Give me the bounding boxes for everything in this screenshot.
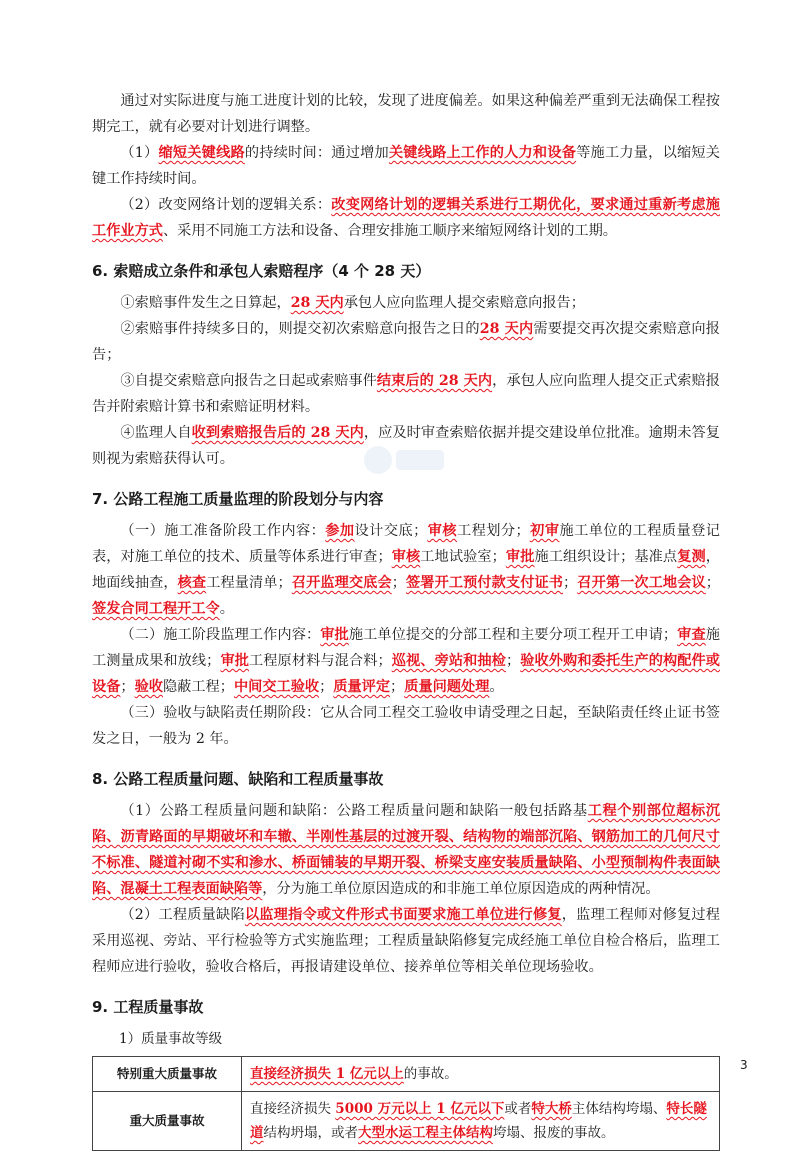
text-run: 。 xyxy=(219,601,234,617)
text-run: 工地试验室； xyxy=(420,549,506,565)
text-run: 的持续时间：通过增加 xyxy=(244,145,389,161)
table-row xyxy=(93,1057,720,1092)
highlight-text: 验收外购和委托生产的构配件或设备 xyxy=(92,653,720,695)
text-run: 施工单位的工程质量登记表，对施工单位的技术、质量等体系进行审查； xyxy=(92,523,720,565)
text-run: 施工测量成果和放线； xyxy=(92,627,720,669)
text-run: ； xyxy=(319,679,334,695)
highlight-text: 28 天内 xyxy=(290,295,344,311)
highlight-text: 特大桥 xyxy=(531,1101,572,1117)
highlight-text: 参加 xyxy=(325,523,355,539)
paragraph-claim-2 xyxy=(92,316,720,368)
highlight-text: 初审 xyxy=(529,523,560,539)
highlight-text: 工程个别部位超标沉陷、沥青路面的早期破坏和车辙、半刚性基层的过渡开裂、结构物的端部沉陷、钢筋加工的几何尺寸不标准、隧道衬砌不实和渗水、桥面铺装的早期开裂、桥梁支座安装质量缺陷、小型预制构件表面缺陷、混凝土工程表面缺陷等 xyxy=(92,803,720,897)
paragraph-change-logic xyxy=(92,192,720,244)
highlight-text: 质量评定 xyxy=(333,679,391,695)
text-run: 工程划分； xyxy=(457,523,530,539)
text-run: 。 xyxy=(489,679,504,695)
table-cell-key: 特别重大质量事故 xyxy=(93,1057,242,1092)
highlight-text: 中间交工验收 xyxy=(233,679,320,695)
highlight-text: 28 天内 xyxy=(479,321,534,337)
text-run: （2）工程质量缺陷 xyxy=(120,907,245,923)
accident-grade-table xyxy=(92,1056,720,1151)
text-run: ； xyxy=(120,679,135,695)
highlight-text: 关键线路上工作的人力和设备 xyxy=(388,145,577,161)
document-page xyxy=(92,88,720,1151)
table-cell-value xyxy=(242,1092,720,1151)
text-run: （三）验收与缺陷责任期阶段：它从合同工程交工验收申请受理之日起，至缺陷责任终止证书签发之日，一般为 2 年。 xyxy=(92,705,720,747)
highlight-text: 签署开工预付款支付证书 xyxy=(405,575,564,591)
paragraph-acceptance-stage xyxy=(92,700,720,752)
paragraph-claim-3 xyxy=(92,368,720,420)
highlight-text: 审批 xyxy=(505,549,535,565)
text-run: 直接经济损失 xyxy=(250,1101,336,1117)
text-run: ，地面线抽查， xyxy=(92,549,720,591)
text-run: 施工单位提交的分部工程和主要分项工程开工申请； xyxy=(348,627,678,643)
highlight-text: 缩短关键线路 xyxy=(158,145,245,161)
paragraph-quality-problems xyxy=(92,798,720,902)
highlight-text: 直接经济损失 1 亿元以上 xyxy=(250,1066,404,1082)
paragraph-claim-4 xyxy=(92,420,720,472)
text-run: 主体结构垮塌、 xyxy=(571,1101,667,1117)
paragraph-shorten-critical-path xyxy=(92,140,720,192)
paragraph-claim-1 xyxy=(92,290,720,316)
text-run: ，应及时审查索赔依据并提交建设单位批准。逾期未答复则视为索赔获得认可。 xyxy=(92,425,720,467)
text-run: 结构坍塌，或者 xyxy=(263,1125,358,1141)
highlight-text: 改变网络计划的逻辑关系进行工期优化，要求通过重新考虑施工作业方式 xyxy=(92,197,720,239)
text-run: 设计交底； xyxy=(354,523,428,539)
text-run: 工程原材料与混合料； xyxy=(249,653,392,669)
text-run: ②索赔事件持续多日的，则提交初次索赔意向报告之日的 xyxy=(120,321,480,337)
paragraph-prep-stage xyxy=(92,518,720,622)
highlight-text: 审核 xyxy=(391,549,421,565)
table-row xyxy=(93,1092,720,1151)
text-run: ④监理人自 xyxy=(120,425,192,441)
section-heading-6: 6. 索赔成立条件和承包人索赔程序（4 个 28 天） xyxy=(92,262,431,280)
highlight-text: 审批 xyxy=(220,653,250,669)
highlight-text: 核查 xyxy=(177,575,207,591)
text-run: （1）公路工程质量问题和缺陷：公路工程质量问题和缺陷一般包括路基 xyxy=(120,803,588,819)
text-run: ，分为施工单位原因造成的和非施工单位原因造成的两种情况。 xyxy=(262,881,660,897)
text-run: 通过对实际进度与施工进度计划的比较，发现了进度偏差。如果这种偏差严重到无法确保工程按期完工，就有必要对计划进行调整。 xyxy=(92,93,720,135)
table-cell-value xyxy=(242,1057,720,1092)
section-heading-9: 9. 工程质量事故 xyxy=(92,998,204,1016)
highlight-text: 审核 xyxy=(427,523,457,539)
text-run: 需要提交再次提交索赔意向报告； xyxy=(92,321,720,363)
paragraph-construction-stage xyxy=(92,622,720,700)
highlight-text: 召开第一次工地会议 xyxy=(577,575,706,591)
highlight-text: 审查 xyxy=(677,627,706,643)
highlight-text: 审批 xyxy=(320,627,349,643)
highlight-text: 巡视、旁站和抽检 xyxy=(391,653,506,669)
page-number: 3 xyxy=(740,1058,748,1072)
section-heading-7: 7. 公路工程施工质量监理的阶段划分与内容 xyxy=(92,490,384,508)
highlight-text: 复测 xyxy=(677,549,706,565)
text-run: 或者 xyxy=(504,1101,532,1117)
highlight-text: 签发合同工程开工令 xyxy=(92,601,220,617)
text-run: 承包人应向监理人提交索赔意向报告； xyxy=(343,295,585,311)
text-run: （1） xyxy=(120,145,159,161)
highlight-text: 大型水运工程主体结构 xyxy=(358,1125,493,1141)
highlight-text: 收到索赔报告后的 28 天内 xyxy=(191,425,364,441)
table-cell-key: 重大质量事故 xyxy=(93,1092,242,1151)
text-run: 、采用不同施工方法和设备、合理安排施工顺序来缩短网络计划的工期。 xyxy=(162,223,617,239)
text-run: ； xyxy=(705,575,720,591)
text-run: ③自提交索赔意向报告之日起或索赔事件 xyxy=(120,373,377,389)
highlight-text: 以监理指令或文件形式书面要求施工单位进行修复 xyxy=(244,907,562,923)
highlight-text: 特长隧道 xyxy=(250,1101,707,1141)
text-run: ； xyxy=(563,575,578,591)
highlight-text: 召开监理交底会 xyxy=(291,575,392,591)
text-run: 施工组织设计；基准点 xyxy=(534,549,678,565)
text-run: 等施工力量，以缩短关键工作持续时间。 xyxy=(92,145,720,187)
text-run: ； xyxy=(391,575,406,591)
highlight-text: 验收 xyxy=(134,679,163,695)
text-run: （一）施工准备阶段工作内容： xyxy=(120,523,326,539)
text-run: ； xyxy=(505,653,521,669)
highlight-text: 5000 万元以上 1 亿元以下 xyxy=(335,1101,505,1117)
text-run: ①索赔事件发生之日算起， xyxy=(120,295,291,311)
paragraph-quality-defects xyxy=(92,902,720,980)
text-run: 工程量清单； xyxy=(206,575,292,591)
subheading-accident-grade: 1）质量事故等级 xyxy=(119,1031,223,1047)
text-run: 的事故。 xyxy=(403,1066,458,1082)
highlight-text: 结束后的 28 天内 xyxy=(376,373,493,389)
text-run: 垮塌、报废的事故。 xyxy=(493,1125,615,1141)
text-run: ，监理工程师对修复过程采用巡视、旁站、平行检验等方式实施监理；工程质量缺陷修复完成经施工单位自检合格后，监理工程师应进行验收，验收合格后，再报请建设单位、接养单位等相关单位现场验收。 xyxy=(92,907,720,975)
highlight-text: 质量问题处理 xyxy=(404,679,490,695)
text-run: ，承包人应向监理人提交正式索赔报告并附索赔计算书和索赔证明材料。 xyxy=(92,373,720,415)
text-run: 隐蔽工程； xyxy=(162,679,234,695)
paragraph-progress-deviation xyxy=(92,88,720,140)
text-run: （2）改变网络计划的逻辑关系： xyxy=(120,197,332,213)
text-run: ； xyxy=(390,679,405,695)
text-run: （二）施工阶段监理工作内容： xyxy=(120,627,321,643)
section-heading-8: 8. 公路工程质量问题、缺陷和工程质量事故 xyxy=(92,770,384,788)
